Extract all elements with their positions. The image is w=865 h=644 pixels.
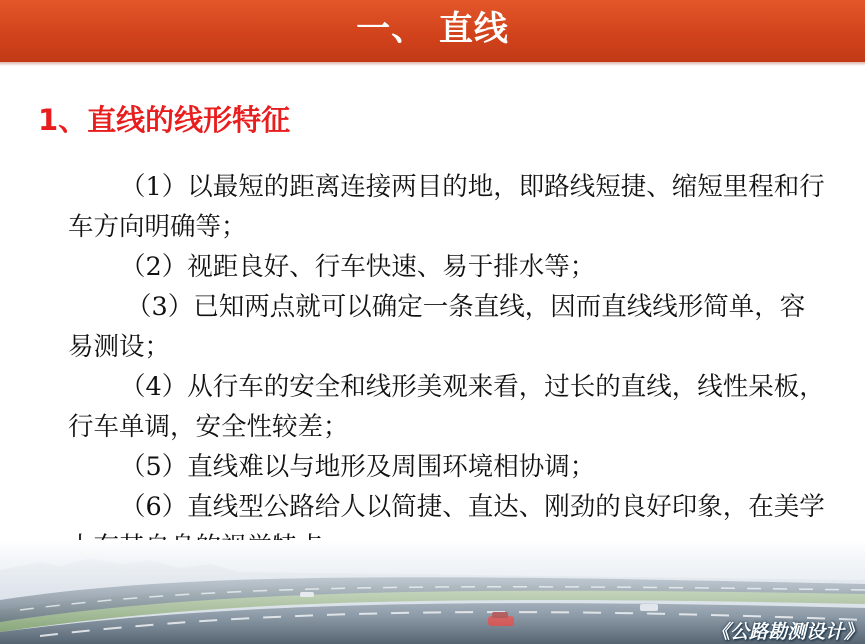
title-bar [0,0,865,62]
paragraph-2: （2）视距良好、行车快速、易于排水等； [120,252,596,282]
paragraph-1: （1）以最短的距离连接两目的地，即路线短捷、缩短里程和行车方向明确等； [68,172,825,242]
section-heading: 1、直线的线形特征 [38,103,291,137]
paragraph-3: （3）已知两点就可以确定一条直线，因而直线线形简单，容易测设； [68,292,806,362]
content-body [68,167,828,567]
paragraph-6: （6）直线型公路给人以简捷、直达、刚劲的良好印象，在美学 [120,492,825,522]
paragraph-5: （5）直线难以与地形及周围环境相协调； [120,452,596,482]
slide-title: 一、 直线 [356,9,509,49]
course-caption: 《公路勘测设计》 [710,621,863,643]
paragraph-4: （4）从行车的安全和线形美观来看，过长的直线，线性呆板，行车单调，安全性较差； [68,372,825,442]
